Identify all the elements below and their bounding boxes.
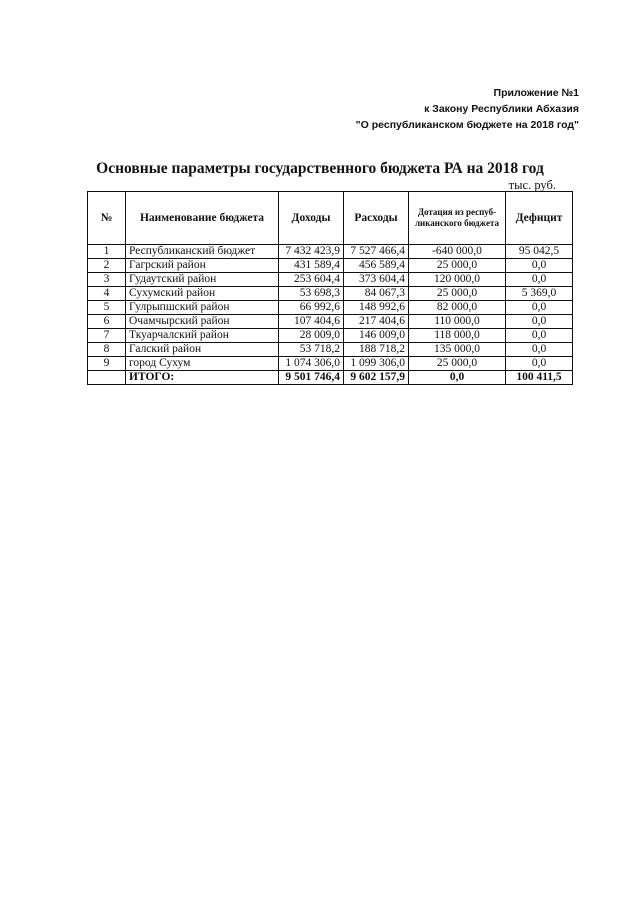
cell-name: Гагрский район bbox=[126, 259, 279, 273]
table-header-row bbox=[88, 192, 573, 245]
cell-expense: 1 099 306,0 bbox=[344, 357, 409, 371]
cell-grant: 82 000,0 bbox=[409, 301, 506, 315]
cell-deficit: 0,0 bbox=[506, 329, 573, 343]
total-deficit: 100 411,5 bbox=[506, 371, 573, 385]
col-header-deficit: Дефицит bbox=[506, 192, 573, 245]
cell-number: 3 bbox=[88, 273, 126, 287]
total-label: ИТОГО: bbox=[126, 371, 279, 385]
cell-deficit: 0,0 bbox=[506, 357, 573, 371]
cell-name: город Сухум bbox=[126, 357, 279, 371]
table-row bbox=[88, 301, 573, 315]
cell-grant: 135 000,0 bbox=[409, 343, 506, 357]
cell-grant: 25 000,0 bbox=[409, 259, 506, 273]
table-row bbox=[88, 315, 573, 329]
cell-number: 4 bbox=[88, 287, 126, 301]
cell-name: Гудаутский район bbox=[126, 273, 279, 287]
cell-income: 1 074 306,0 bbox=[279, 357, 344, 371]
total-income: 9 501 746,4 bbox=[279, 371, 344, 385]
budget-table bbox=[87, 191, 573, 385]
cell-expense: 217 404,6 bbox=[344, 315, 409, 329]
cell-income: 7 432 423,9 bbox=[279, 245, 344, 259]
table-row bbox=[88, 357, 573, 371]
appendix-line-2: к Закону Республики Абхазия bbox=[424, 103, 579, 115]
col-header-expense: Расходы bbox=[344, 192, 409, 245]
cell-income: 53 718,2 bbox=[279, 343, 344, 357]
cell-number: 6 bbox=[88, 315, 126, 329]
cell-name: Республиканский бюджет bbox=[126, 245, 279, 259]
cell-income: 253 604,4 bbox=[279, 273, 344, 287]
cell-expense: 188 718,2 bbox=[344, 343, 409, 357]
cell-grant: -640 000,0 bbox=[409, 245, 506, 259]
cell-number: 7 bbox=[88, 329, 126, 343]
total-expense: 9 602 157,9 bbox=[344, 371, 409, 385]
cell-expense: 146 009,0 bbox=[344, 329, 409, 343]
cell-number bbox=[88, 371, 126, 385]
units-label: тыс. руб. bbox=[508, 178, 556, 192]
cell-deficit: 95 042,5 bbox=[506, 245, 573, 259]
appendix-line-3: "О республиканском бюджете на 2018 год" bbox=[355, 119, 579, 131]
cell-deficit: 0,0 bbox=[506, 343, 573, 357]
col-header-grant: Дотация из респуб-ликанского бюджета bbox=[409, 192, 506, 245]
cell-name: Галский район bbox=[126, 343, 279, 357]
cell-expense: 7 527 466,4 bbox=[344, 245, 409, 259]
cell-number: 8 bbox=[88, 343, 126, 357]
cell-deficit: 0,0 bbox=[506, 259, 573, 273]
total-grant: 0,0 bbox=[409, 371, 506, 385]
cell-grant: 120 000,0 bbox=[409, 273, 506, 287]
total-row bbox=[88, 371, 573, 385]
col-header-number: № bbox=[88, 192, 126, 245]
document-title: Основные параметры государственного бюджета РА на 2018 год bbox=[96, 160, 544, 177]
cell-income: 107 404,6 bbox=[279, 315, 344, 329]
cell-number: 1 bbox=[88, 245, 126, 259]
cell-grant: 110 000,0 bbox=[409, 315, 506, 329]
cell-income: 431 589,4 bbox=[279, 259, 344, 273]
cell-number: 9 bbox=[88, 357, 126, 371]
cell-name: Ткуарчалский район bbox=[126, 329, 279, 343]
cell-name: Очамчырский район bbox=[126, 315, 279, 329]
cell-number: 2 bbox=[88, 259, 126, 273]
cell-deficit: 0,0 bbox=[506, 273, 573, 287]
table-row bbox=[88, 259, 573, 273]
cell-grant: 118 000,0 bbox=[409, 329, 506, 343]
cell-expense: 84 067,3 bbox=[344, 287, 409, 301]
cell-deficit: 0,0 bbox=[506, 315, 573, 329]
col-header-name: Наименование бюджета bbox=[126, 192, 279, 245]
cell-income: 28 009,0 bbox=[279, 329, 344, 343]
table-row bbox=[88, 273, 573, 287]
cell-expense: 456 589,4 bbox=[344, 259, 409, 273]
col-header-income: Доходы bbox=[279, 192, 344, 245]
cell-expense: 148 992,6 bbox=[344, 301, 409, 315]
table-row bbox=[88, 245, 573, 259]
cell-name: Сухумский район bbox=[126, 287, 279, 301]
table-row bbox=[88, 329, 573, 343]
appendix-header bbox=[356, 85, 579, 133]
cell-name: Гулрыпшский район bbox=[126, 301, 279, 315]
appendix-line-1: Приложение №1 bbox=[493, 87, 579, 99]
cell-income: 66 992,6 bbox=[279, 301, 344, 315]
cell-deficit: 0,0 bbox=[506, 301, 573, 315]
cell-grant: 25 000,0 bbox=[409, 357, 506, 371]
cell-number: 5 bbox=[88, 301, 126, 315]
table-row bbox=[88, 287, 573, 301]
cell-deficit: 5 369,0 bbox=[506, 287, 573, 301]
cell-expense: 373 604,4 bbox=[344, 273, 409, 287]
cell-grant: 25 000,0 bbox=[409, 287, 506, 301]
table-row bbox=[88, 343, 573, 357]
cell-income: 53 698,3 bbox=[279, 287, 344, 301]
